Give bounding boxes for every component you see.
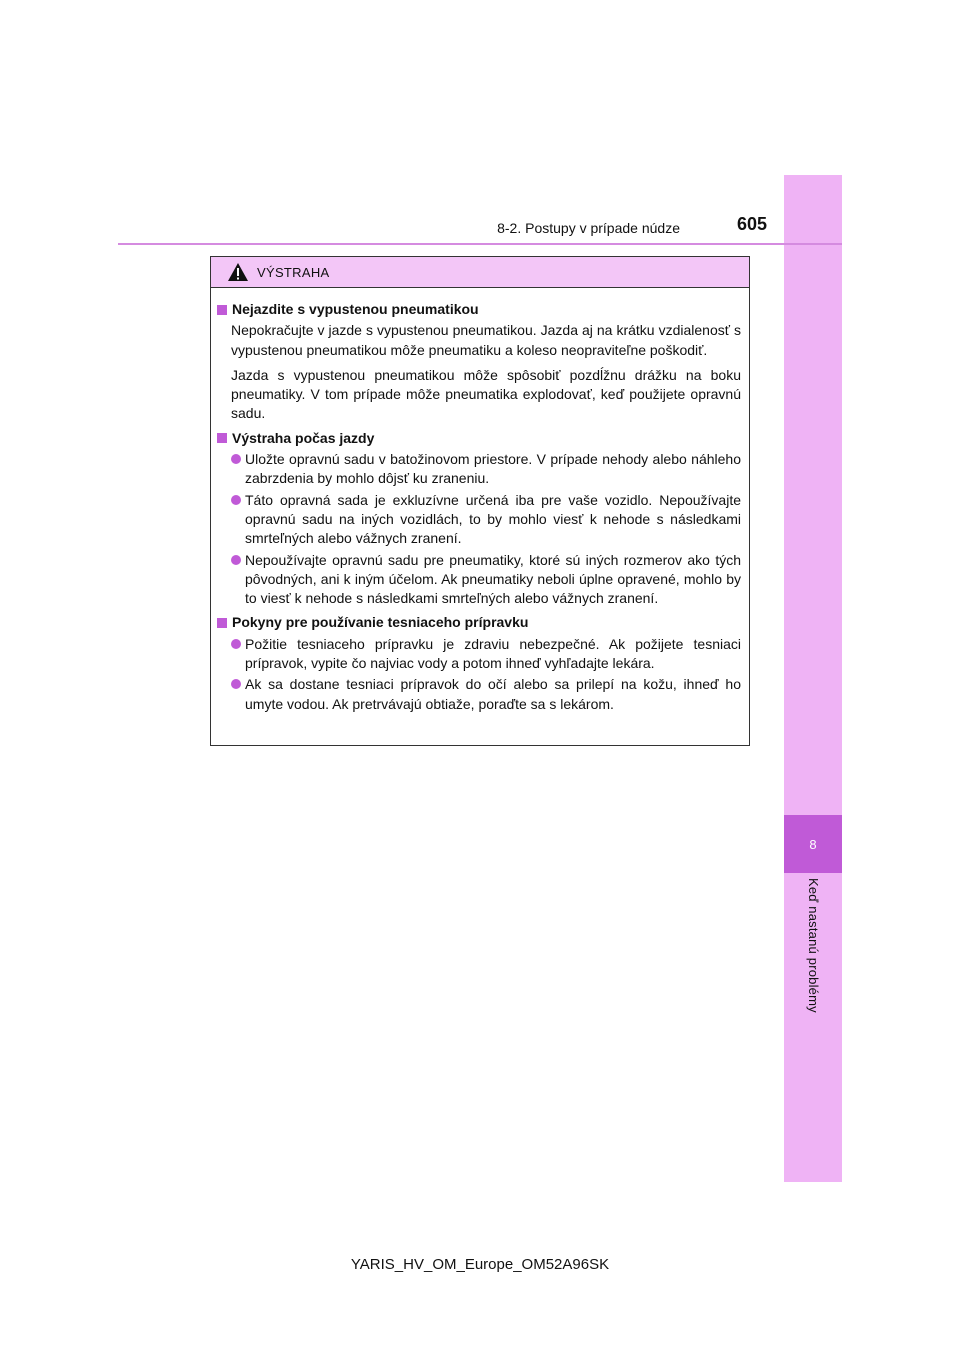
circle-bullet-icon xyxy=(231,639,245,649)
paragraph: Jazda s vypustenou pneumatikou môže spôsobiť pozdĺžnu drážku na boku pneumatiky. V tom prípade môže pneumatika explodovať, keď použijete opravnú sadu. xyxy=(231,366,741,422)
circle-bullet-icon xyxy=(231,679,245,689)
warning-box xyxy=(210,256,750,746)
list-item-text: Požitie tesniaceho prípravku je zdraviu nebezpečné. Ak požijete tesniaci prípravok, vypite čo najviac vody a potom ihneď vyhľadajte lekára. xyxy=(245,635,741,672)
chapter-number: 8 xyxy=(809,836,817,852)
warning-section xyxy=(217,429,741,609)
section-heading xyxy=(217,613,741,632)
chapter-label: Keď nastanú problémy xyxy=(806,878,821,1013)
header-divider xyxy=(118,243,842,245)
page-number: 605 xyxy=(737,214,768,234)
circle-bullet-icon xyxy=(231,454,245,464)
paragraph: Nepokračujte v jazde s vypustenou pneumatikou. Jazda aj na krátku vzdialenosť s vypustenou pneumatikou môže pneumatiku a koleso neopraviteľne poškodiť. xyxy=(231,322,741,358)
square-bullet-icon xyxy=(217,618,227,628)
list-item xyxy=(217,450,741,489)
circle-bullet-icon xyxy=(231,495,245,505)
circle-bullet-icon xyxy=(231,555,245,565)
section-heading-text: Nejazdite s vypustenou pneumatikou xyxy=(232,301,479,317)
section-heading-text: Pokyny pre používanie tesniaceho prípravku xyxy=(232,614,529,631)
warning-triangle-icon xyxy=(227,262,249,282)
warning-title: VÝSTRAHA xyxy=(257,264,330,280)
chapter-label-wrap xyxy=(786,878,840,1038)
list-item-text: Táto opravná sada je exkluzívne určená iba pre vaše vozidlo. Nepoužívajte opravnú sadu na iných vozidlách, to by mohlo viesť k nehode s následkami smrteľných alebo vážnych zranení. xyxy=(245,491,741,547)
list-item xyxy=(217,551,741,609)
warning-section xyxy=(217,300,741,424)
list-item-text: Ak sa dostane tesniaci prípravok do očí alebo sa prilepí na kožu, ihneď ho umyte vodou. Ak pretrvávajú obtiaže, poraďte sa s lekárom. xyxy=(245,676,741,712)
list-item xyxy=(217,635,741,674)
section-title: 8-2. Postupy v prípade núdze xyxy=(497,220,680,236)
list-item-text: Nepoužívajte opravnú sadu pre pneumatiky, ktoré sú iných rozmerov ako tých pôvodných, ani k iným účelom. Ak pneumatiky neboli úplne opravené, mohlo by to viesť k nehode s následkami smrteľných alebo vážnych zranení. xyxy=(245,551,741,607)
warning-section xyxy=(217,613,741,713)
section-heading xyxy=(217,300,741,319)
list-item xyxy=(217,491,741,549)
section-heading-text: Výstraha počas jazdy xyxy=(232,429,375,446)
list-item xyxy=(217,675,741,714)
section-heading xyxy=(217,429,741,448)
square-bullet-icon xyxy=(217,433,227,443)
list-item-text: Uložte opravnú sadu v batožinovom priestore. V prípade nehody alebo náhleho zabrzdenia by mohlo dôjsť ku zraneniu. xyxy=(245,451,741,487)
document-id: YARIS_HV_OM_Europe_OM52A96SK xyxy=(350,1256,610,1273)
warning-header xyxy=(211,257,749,288)
warning-body xyxy=(211,288,749,714)
square-bullet-icon xyxy=(217,305,227,315)
